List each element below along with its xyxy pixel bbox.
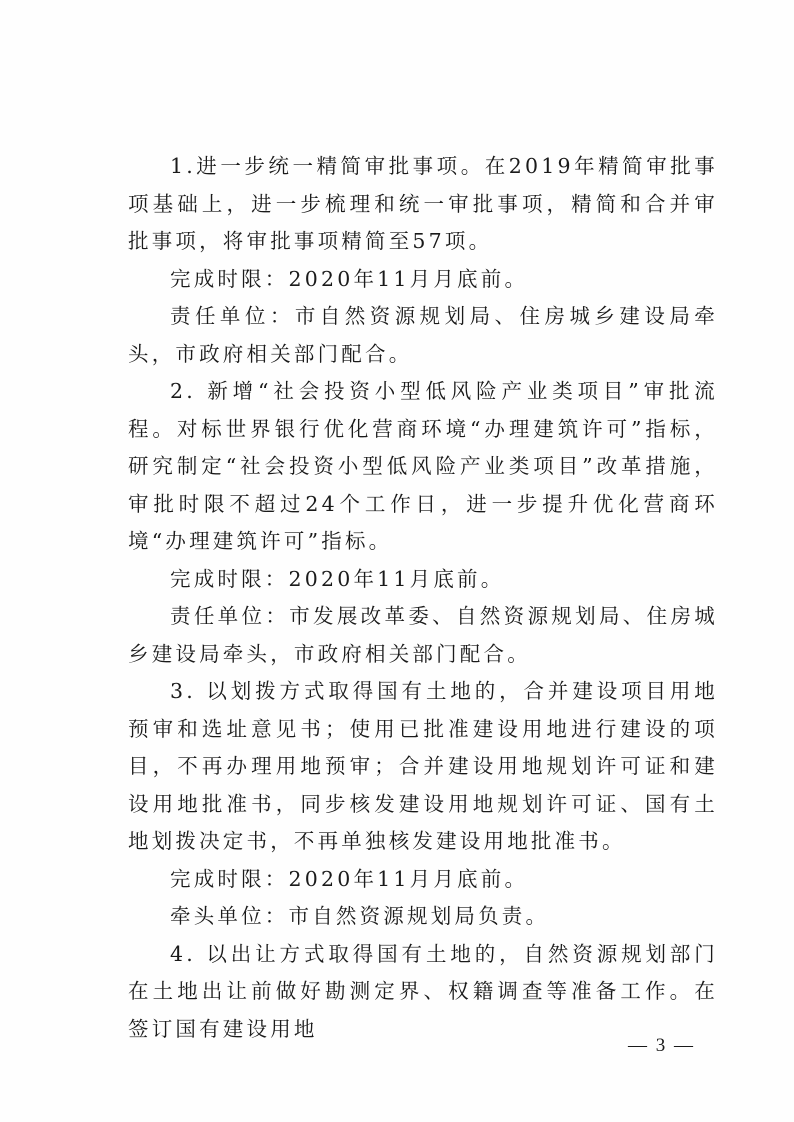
paragraph-item-3-lead: 牵头单位：市自然资源规划局负责。 [170,904,550,928]
paragraph-item-1-responsible: 责任单位：市自然资源规划局、住房城乡建设局牵头，市政府相关部门配合。 [128,304,718,366]
paragraph-item-3-deadline: 完成时限：2020年11月月底前。 [170,866,529,891]
paragraph-item-3: 3. 以划拨方式取得国有土地的，合并建设项目用地预审和选址意见书；使用已批准建设用地进行建设的项目，不再办理用地预审；合并建设用地规划许可证和建设用地批准书，同步核发建设用地规划许可证、国有土地划拨决定书，不再单独核发建设用地批准书。 [128,679,718,853]
document-body [128,148,718,1048]
paragraph-item-2: 2. 新增“社会投资小型低风险产业类项目”审批流程。对标世界银行优化营商环境“办理建筑许可”指标，研究制定“社会投资小型低风险产业类项目”改革措施，审批时限不超过24个工作日，进一步提升优化营商环境“办理建筑许可”指标。 [128,379,718,553]
paragraph-item-2-deadline: 完成时限：2020年11月底前。 [170,566,505,591]
paragraph-item-2-responsible: 责任单位：市发展改革委、自然资源规划局、住房城乡建设局牵头，市政府相关部门配合。 [128,604,718,666]
page-number: — 3 — [628,1035,695,1056]
paragraph-item-4: 4. 以出让方式取得国有土地的，自然资源规划部门在土地出让前做好勘测定界、权籍调查等准备工作。在签订国有建设用地 [128,941,718,1041]
paragraph-item-1-deadline: 完成时限：2020年11月月底前。 [170,266,529,291]
paragraph-item-1: 1.进一步统一精简审批事项。在2019年精简审批事项基础上，进一步梳理和统一审批事项，精简和合并审批事项，将审批事项精简至57项。 [128,154,718,253]
